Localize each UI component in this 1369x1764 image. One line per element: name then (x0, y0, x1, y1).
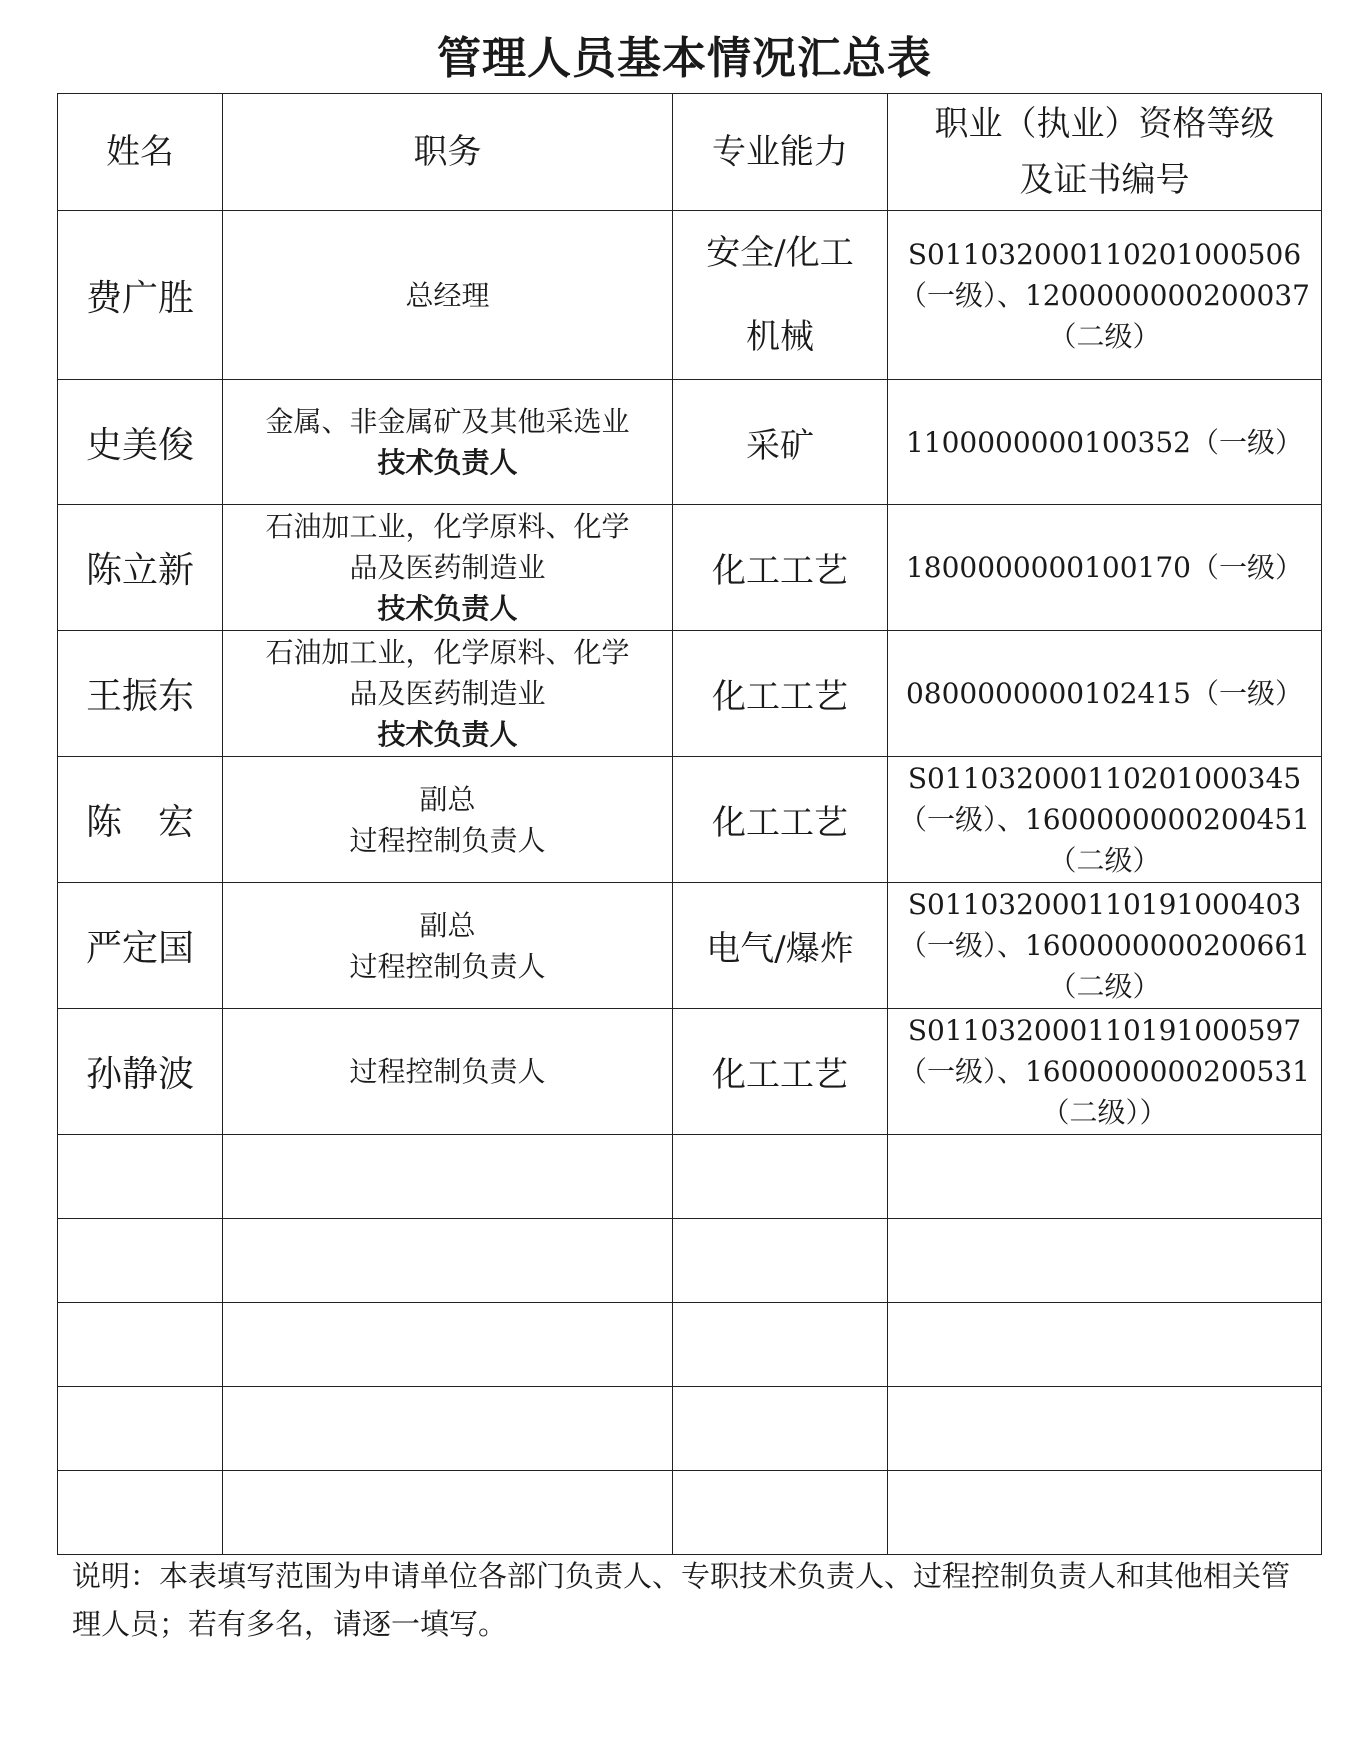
empty-cell (58, 1219, 223, 1303)
cell-skill: 采矿 (673, 380, 888, 505)
cell-skill (673, 211, 888, 380)
cell-position (223, 211, 673, 380)
empty-cell (673, 1135, 888, 1219)
empty-cell (673, 1219, 888, 1303)
cell-certificate: 1800000000100170（一级） (888, 505, 1322, 631)
cell-certificate: 1100000000100352（一级） (888, 380, 1322, 505)
summary-table (57, 93, 1322, 1555)
skill-line: 安全/化工 (706, 233, 854, 273)
cell-skill: 化工工艺 (673, 631, 888, 757)
position-line: 石油加工业，化学原料、化学 (265, 510, 630, 543)
position-line: 石油加工业，化学原料、化学 (265, 636, 630, 669)
empty-cell (58, 1471, 223, 1555)
cell-name: 孙静波 (58, 1009, 223, 1135)
header-position: 职务 (223, 94, 673, 211)
empty-row (58, 1303, 1322, 1387)
cell-skill: 化工工艺 (673, 1009, 888, 1135)
cell-position (223, 1009, 673, 1135)
table-row (58, 505, 1322, 631)
header-name: 姓名 (58, 94, 223, 211)
cell-certificate: S011032000110191000403（一级）、1600000000200661（二级） (888, 883, 1322, 1009)
position-line: 技术负责人 (377, 718, 518, 751)
table-header-row (58, 94, 1322, 211)
cell-name: 王振东 (58, 631, 223, 757)
cell-skill: 电气/爆炸 (673, 883, 888, 1009)
table-row (58, 757, 1322, 883)
cell-certificate: S011032000110201000345（一级）、1600000000200451（二级） (888, 757, 1322, 883)
position-line: 品及医药制造业 (349, 677, 546, 710)
empty-row (58, 1471, 1322, 1555)
empty-cell (673, 1387, 888, 1471)
empty-cell (58, 1135, 223, 1219)
cell-name: 陈 宏 (58, 757, 223, 883)
position-line: 技术负责人 (377, 446, 518, 479)
empty-cell (673, 1471, 888, 1555)
empty-cell (223, 1471, 673, 1555)
position-line: 总经理 (405, 278, 490, 312)
cell-position (223, 883, 673, 1009)
header-certificate-line1: 职业（执业）资格等级 (934, 104, 1275, 144)
empty-cell (888, 1471, 1322, 1555)
header-certificate-line2: 及证书编号 (1019, 160, 1190, 200)
empty-cell (673, 1303, 888, 1387)
empty-cell (58, 1387, 223, 1471)
position-line: 过程控制负责人 (349, 823, 546, 857)
table-row (58, 883, 1322, 1009)
empty-cell (223, 1387, 673, 1471)
header-skill: 专业能力 (673, 94, 888, 211)
empty-cell (888, 1135, 1322, 1219)
footnote: 说明：本表填写范围为申请单位各部门负责人、专职技术负责人、过程控制负责人和其他相关管理人员；若有多名，请逐一填写。 (72, 1559, 1291, 1641)
empty-row (58, 1387, 1322, 1471)
empty-cell (223, 1303, 673, 1387)
table-row (58, 380, 1322, 505)
table-row (58, 1009, 1322, 1135)
cell-position (223, 757, 673, 883)
cell-certificate: S011032000110201000506（一级）、1200000000200037（二级） (888, 211, 1322, 380)
table-row (58, 631, 1322, 757)
empty-cell (888, 1219, 1322, 1303)
cell-position (223, 631, 673, 757)
empty-cell (58, 1303, 223, 1387)
cell-name: 严定国 (58, 883, 223, 1009)
empty-cell (223, 1219, 673, 1303)
cell-name: 陈立新 (58, 505, 223, 631)
cell-position (223, 380, 673, 505)
skill-line: 机械 (746, 317, 814, 357)
empty-cell (888, 1303, 1322, 1387)
position-line: 过程控制负责人 (349, 949, 546, 983)
table-row (58, 211, 1322, 380)
position-line: 副总 (419, 908, 476, 942)
position-line: 副总 (419, 782, 476, 816)
cell-name: 费广胜 (58, 211, 223, 380)
page-title: 管理人员基本情况汇总表 (437, 33, 932, 84)
cell-position (223, 505, 673, 631)
empty-cell (223, 1135, 673, 1219)
empty-cell (888, 1387, 1322, 1471)
cell-certificate: 0800000000102415（一级） (888, 631, 1322, 757)
position-line: 品及医药制造业 (349, 551, 546, 584)
cell-skill: 化工工艺 (673, 757, 888, 883)
empty-row (58, 1219, 1322, 1303)
position-line: 金属、非金属矿及其他采选业 (265, 405, 630, 438)
position-line: 技术负责人 (377, 592, 518, 625)
cell-skill: 化工工艺 (673, 505, 888, 631)
cell-certificate: S011032000110191000597（一级）、1600000000200531（二级）） (888, 1009, 1322, 1135)
empty-row (58, 1135, 1322, 1219)
cell-name: 史美俊 (58, 380, 223, 505)
position-line: 过程控制负责人 (349, 1055, 546, 1088)
header-certificate (888, 94, 1322, 211)
